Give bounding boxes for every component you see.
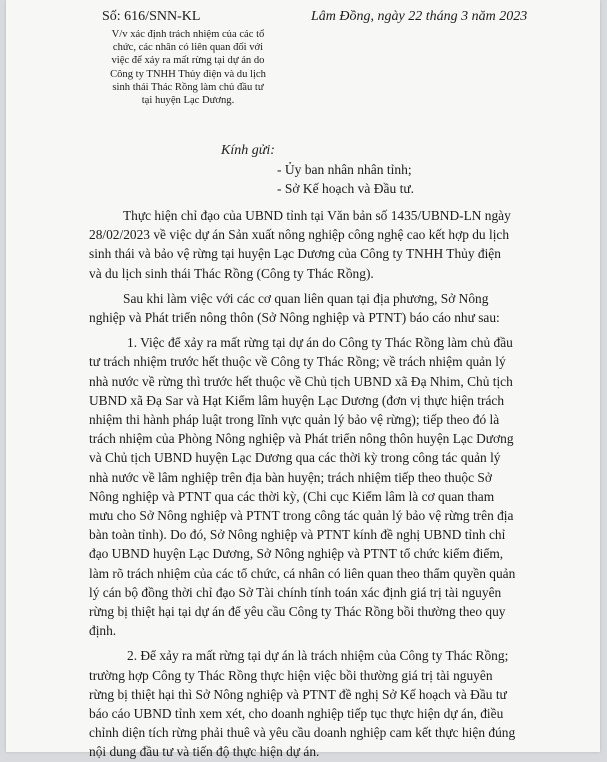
text-line: Sau khi làm việc với các cơ quan liên quan tại địa phương, Sở Nông <box>123 290 489 306</box>
text-line: rừng bị thiệt hại thì Sở Nông nghiệp và PTNT đề nghị Sở Kế hoạch và Đầu tư <box>89 686 507 702</box>
text-line: nội dung đầu tư và tiến độ thực hiện dự án. <box>89 744 320 760</box>
paragraph-item-2 <box>89 646 559 761</box>
text-line: nhà nước về lâm nghiệp trên địa bàn huyện; trách nhiệm tiếp theo thuộc Sở <box>89 469 492 485</box>
paragraph-report <box>89 289 559 327</box>
document-page <box>6 0 600 760</box>
text-line: đạo UBND huyện Lạc Dương, Sở Nông nghiệp và PTNT tổ chức kiểm điểm, <box>89 546 504 562</box>
document-date: Lâm Đồng, ngày 22 tháng 3 năm 2023 <box>311 9 528 24</box>
subject-line: chức, các nhân có liên quan đối với <box>112 42 264 54</box>
paragraph-item-1 <box>89 333 559 640</box>
text-line: UBND xã Đạ Sar và Hạt Kiểm lâm huyện Lạc Dương (đơn vị thực hiện trách <box>89 392 505 408</box>
subject-line: Công ty TNHH Thủy điện và du lịch <box>110 68 266 80</box>
text-line: lý cán bộ đồng thời chỉ đạo Sở Tài chính tính toán xác định giá trị tài nguyên <box>89 584 502 600</box>
subject-line: việc để xảy ra mất rừng tại dự án do <box>111 55 265 67</box>
text-line: Thực hiện chỉ đạo của UBND tỉnh tại Văn bản số 1435/UBND-LN ngày <box>123 208 511 223</box>
text-line: 1. Việc để xảy ra mất rừng tại dự án do Công ty Thác Rồng làm chủ đầu <box>127 335 513 351</box>
recipient-2: - Sở Kế hoạch và Đầu tư. <box>277 181 415 196</box>
text-line: bàn toàn tỉnh). Do đó, Sở Nông nghiệp và PTNT kính đề nghị UBND tỉnh chỉ <box>89 527 506 543</box>
text-line: và Chủ tịch UBND huyện Lạc Dương qua các thời kỳ trong công tác quản lý <box>89 450 501 466</box>
text-line: sinh thái và bảo vệ rừng tại huyện Lạc Dương của Công ty TNHH Thủy điện <box>89 246 501 262</box>
text-line: mưu cho Sở Nông nghiệp và PTNT trong công tác quản lý bảo vệ rừng trên địa <box>89 508 514 524</box>
text-line: báo cáo UBND tỉnh xem xét, cho doanh nghiệp tiếp tục thực hiện dự án, điều <box>89 706 504 722</box>
greeting-label: Kính gửi: <box>221 143 275 158</box>
text-line: rừng bị thiệt hại tại dự án để yêu cầu Công ty Thác Rồng bồi thường theo quy <box>89 604 506 620</box>
text-line: nghiệp và Phát triển nông thôn (Sở Nông nghiệp và PTNT) báo cáo như sau: <box>89 310 500 326</box>
text-line: chỉnh diện tích rừng phải thuê và yêu cầu doanh nghiệp cam kết thực hiện đúng <box>89 725 516 741</box>
text-line: làm rõ trách nhiệm của các tổ chức, cá nhân có liên quan theo thẩm quyền quản <box>89 565 516 581</box>
subject-line: sinh thái Thác Rồng làm chủ đầu tư <box>112 81 264 93</box>
recipient-1: - Ủy ban nhân nhân tỉnh; <box>277 162 412 177</box>
text-line: nhà nước về rừng thì trước hết thuộc về Chủ tịch UBND xã Đạ Nhim, Chủ tịch <box>89 373 513 389</box>
document-body <box>89 206 559 762</box>
document-subject <box>88 28 288 107</box>
text-line: Nông nghiệp và PTNT qua các thời kỳ, (Chi cục Kiểm lâm là cơ quan tham <box>89 488 495 504</box>
text-line: và du lịch sinh thái Thác Rồng (Công ty Thác Rồng). <box>89 265 374 281</box>
subject-line: V/v xác định trách nhiệm của các tổ <box>111 29 265 40</box>
paragraph-intro <box>89 206 559 283</box>
text-line: nhiệm thi hành pháp luật trong lĩnh vực quản lý bảo vệ rừng); tiếp theo đó là <box>89 412 500 428</box>
text-line: trường hợp Công ty Thác Rồng thực hiện việc bồi thường giá trị tài nguyên <box>89 667 493 683</box>
text-line: 2. Để xảy ra mất rừng tại dự án là trách nhiệm của Công ty Thác Rồng; <box>127 648 509 664</box>
text-line: tư trách nhiệm trước hết thuộc về Công ty Thác Rồng; về trách nhiệm quản lý <box>89 354 506 370</box>
document-number: Số: 616/SNN-KL <box>102 9 201 24</box>
text-line: trách nhiệm của Phòng Nông nghiệp và Phát triển nông thôn huyện Lạc Dương <box>89 431 514 447</box>
subject-line: tại huyện Lạc Dương. <box>141 95 235 107</box>
text-line: 28/02/2023 về việc dự án Sản xuất nông nghiệp công nghệ cao kết hợp du lịch <box>89 227 510 243</box>
text-line: định. <box>89 623 117 639</box>
